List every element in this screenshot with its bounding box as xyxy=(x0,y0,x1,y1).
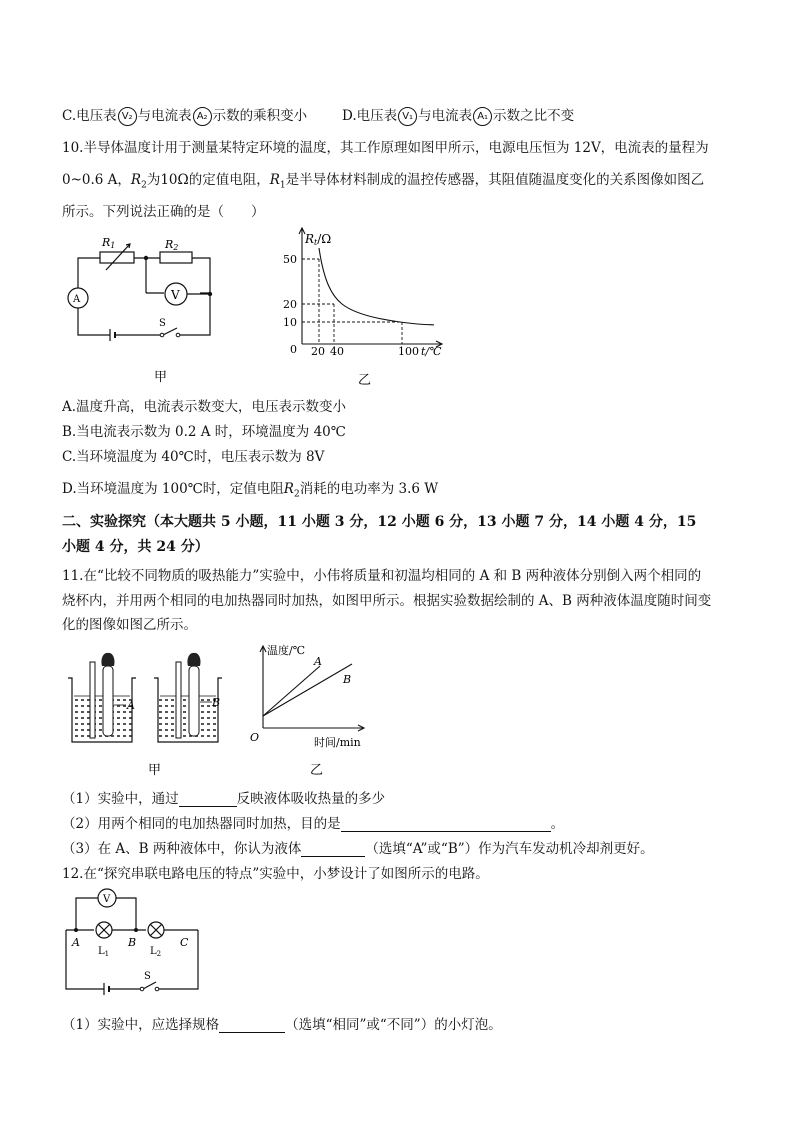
graph-x-label: t/℃ xyxy=(421,345,442,358)
switch-label: S xyxy=(159,318,166,329)
q10-line2 xyxy=(62,168,704,191)
q10-d-b: 消耗的电功率为 3.6 W xyxy=(299,481,439,497)
ammeter-label: A xyxy=(73,294,81,305)
voltmeter-v1-symbol: V₁ xyxy=(398,107,417,126)
q11-graph-x-label: 时间/min xyxy=(314,736,361,749)
voltmeter-label: V xyxy=(171,288,180,302)
r2-sub: 2 xyxy=(141,180,147,191)
r1-label: R1 xyxy=(102,236,116,250)
fig-jia-caption: 甲 xyxy=(154,370,168,383)
q10-option-d xyxy=(62,477,438,500)
q11-line3: 化的图像如图乙所示。 xyxy=(62,617,197,633)
q10-option-a: A.温度升高，电流表示数变大，电压表示数变小 xyxy=(62,399,347,415)
q12-sub1-a: （1）实验中，应选择规格 xyxy=(62,1017,220,1033)
liquid-b-label: B xyxy=(212,696,221,709)
q11-fig-jia-caption: 甲 xyxy=(148,763,162,778)
q10-line2-c: 是半导体材料制成的温控传感器，其阻值随温度变化的关系图像如图乙 xyxy=(285,172,705,188)
q10-d-a: D.当环境温度为 100℃时，定值电阻 xyxy=(62,481,284,497)
q9-c-post: 示数的乘积变小 xyxy=(212,108,308,124)
q9-d-pre: D.电压表 xyxy=(342,108,398,124)
q9-c-pre: C.电压表 xyxy=(62,108,117,124)
section2-heading-line2: 小题 4 分，共 24 分） xyxy=(62,539,209,555)
q11-graph-origin: O xyxy=(250,731,260,744)
q10-line2-b: 为10Ω的定值电阻， xyxy=(146,172,270,188)
q11-sub3-blank[interactable] xyxy=(301,842,365,857)
r1-symbol: R xyxy=(269,172,280,188)
lamp-l1-label: $L_1$ xyxy=(98,946,110,958)
x-tick-40: 40 xyxy=(330,345,344,358)
q12-series-circuit-diagram xyxy=(62,882,212,997)
q11-line1: 11.在“比较不同物质的吸热能力”实验中，小伟将质量和初温均相同的 A 和 B 两种液体分别倒入两个相同的 xyxy=(62,568,702,584)
ammeter-a1-symbol: A₁ xyxy=(473,107,492,126)
graph-y-label: Rt/Ω xyxy=(305,232,332,247)
q11-sub1-a: （1）实验中，通过 xyxy=(62,791,179,807)
x-tick-20: 20 xyxy=(311,345,325,358)
fig-yi-caption: 乙 xyxy=(358,373,372,387)
q9-option-c xyxy=(62,104,307,126)
q11-sub2-b: 。 xyxy=(550,816,565,832)
q11-sub3-b: （选填“A”或“B”）作为汽车发动机冷却剂更好。 xyxy=(365,841,654,857)
graph-origin: 0 xyxy=(290,343,297,356)
q11-line2: 烧杯内，并用两个相同的电加热器同时加热，如图甲所示。根据实验数据绘制的 A、B 两种液体温度随时间变 xyxy=(62,593,712,609)
voltmeter-v2-symbol: V₂ xyxy=(118,107,137,126)
q12-switch-label: S xyxy=(144,971,151,982)
beaker-b xyxy=(154,653,222,742)
q11-beakers-diagram xyxy=(62,650,242,780)
q12-sub1-b: （选填“相同”或“不同”）的小灯泡。 xyxy=(285,1017,502,1033)
y-tick-50: 50 xyxy=(283,253,297,266)
q9-option-d xyxy=(342,104,574,126)
section2-heading-line1: 二、实验探究（本大题共 5 小题，11 小题 3 分，12 小题 6 分，13 小题 7 分，14 小题 4 分，15 xyxy=(62,514,697,530)
r1-sub: 1 xyxy=(279,180,286,191)
q10-line3: 所示。下列说法正确的是（ ） xyxy=(62,204,265,220)
beaker-a xyxy=(68,653,136,742)
q10-circuit-diagram xyxy=(62,228,232,383)
r2-sub-d: 2 xyxy=(293,489,300,500)
r2-symbol-d: R xyxy=(283,481,294,497)
q12-sub1-blank[interactable] xyxy=(219,1018,285,1033)
y-tick-20: 20 xyxy=(283,298,297,311)
q11-sub1-b: 反映液体吸收热量的多少 xyxy=(236,791,386,807)
line-b-label: B xyxy=(343,673,352,686)
q11-sub1-blank[interactable] xyxy=(179,792,237,807)
ammeter-a2-symbol: A₂ xyxy=(193,107,212,126)
q9-d-post: 示数之比不变 xyxy=(493,108,575,124)
x-tick-100: 100 xyxy=(398,345,419,358)
q12-sub1 xyxy=(62,1013,502,1033)
q11-sub3-a: （3）在 A、B 两种液体中，你认为液体 xyxy=(62,841,302,857)
q10-resistance-temperature-graph xyxy=(280,222,455,387)
y-tick-10: 10 xyxy=(283,316,297,329)
line-a-label: A xyxy=(314,655,322,668)
q10-line2-a: 0~0.6 A， xyxy=(62,172,131,188)
q12-line1: 12.在“探究串联电路电压的特点”实验中，小梦设计了如图所示的电路。 xyxy=(62,866,489,882)
r2-symbol: R xyxy=(130,172,142,188)
q11-sub3 xyxy=(62,837,654,857)
q10-line1: 10.半导体温度计用于测量某特定环境的温度，其工作原理如图甲所示，电源电压恒为 12V，电流表的量程为 xyxy=(62,140,709,156)
point-a-label: A xyxy=(72,936,80,949)
q11-temperature-time-graph xyxy=(246,640,376,780)
r2-label: R2 xyxy=(165,238,179,252)
q11-graph-y-label: 温度/℃ xyxy=(267,644,306,657)
liquid-a-label: A xyxy=(127,699,135,712)
q11-fig-yi-caption: 乙 xyxy=(310,763,324,778)
q11-sub1 xyxy=(62,787,385,807)
q10-option-b: B.当电流表示数为 0.2 A 时，环境温度为 40℃ xyxy=(62,424,346,440)
q11-sub2 xyxy=(62,812,564,832)
q10-option-c: C.当环境温度为 40℃时，电压表示数为 8V xyxy=(62,449,325,465)
q9-d-mid: 与电流表 xyxy=(418,108,473,124)
q11-sub2-a: （2）用两个相同的电加热器同时加热，目的是 xyxy=(62,816,341,832)
point-b-label: B xyxy=(128,936,137,949)
q9-c-mid: 与电流表 xyxy=(137,108,192,124)
q12-voltmeter-label: V xyxy=(103,894,111,905)
q11-sub2-blank[interactable] xyxy=(341,817,551,832)
lamp-l2-label: $L_2$ xyxy=(150,946,162,958)
point-c-label: C xyxy=(180,936,189,949)
